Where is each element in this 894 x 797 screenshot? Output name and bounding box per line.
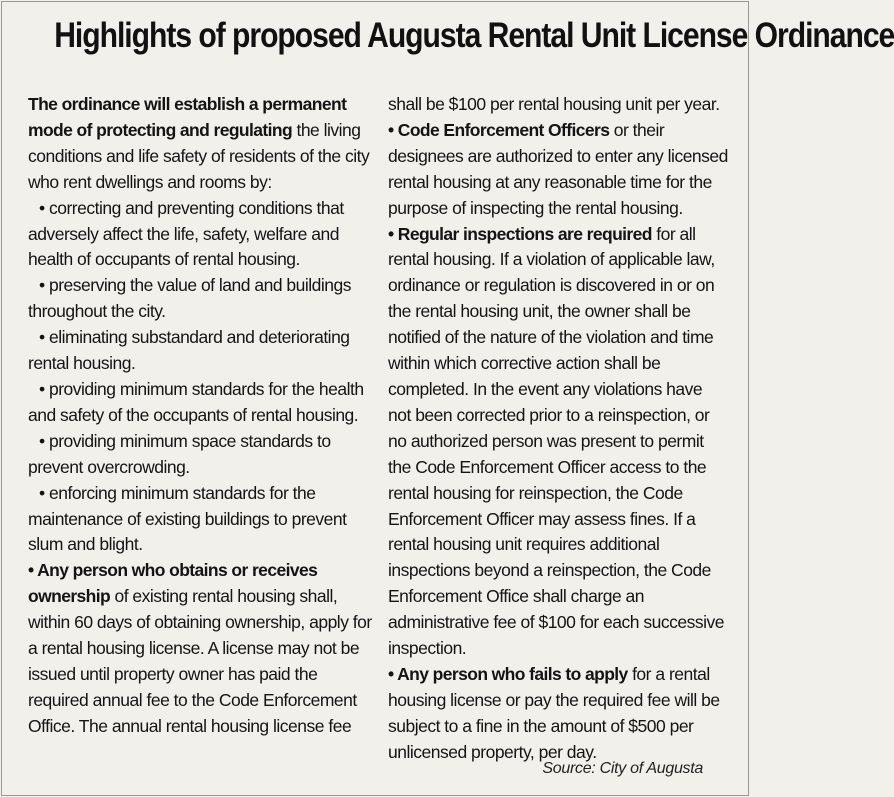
intro-paragraph — [28, 92, 372, 196]
fee-continuation: shall be $100 per rental housing unit per year. — [388, 94, 720, 114]
right-column — [388, 92, 728, 766]
source-credit: Source: City of Augusta — [542, 760, 703, 777]
ownership-lead: • Any person who obtains or receives ownership — [28, 560, 318, 607]
infobox — [1, 1, 894, 796]
officers-lead: • Code Enforcement Officers — [388, 119, 610, 140]
intro-lead: The ordinance will establish a permanent mode of protecting and regulating — [28, 94, 347, 140]
bullet-item: • preserving the value of land and buildings throughout the city. — [28, 275, 351, 322]
fines-paragraph — [388, 662, 728, 766]
inspections-text: for all rental housing. If a violation of applicable law, ordinance or regulation is discovered in or on the rental housing unit, the owner shall be notified of the nature of the violation and time within which corrective action shall be completed. In the event any violations have not been corrected prior to a reinspection, or no authorized person was present to permit the Code Enforcement Officer access to the rental housing for reinspection, the Code Enforcement Officer may assess fines. If a rental housing unit requires additional inspections beyond a reinspection, the Code Enforcement Office shall charge an administrative fee of $100 for each successive inspection. — [388, 223, 724, 659]
bullet-item: • providing minimum standards for the health and safety of the occupants of rental housing. — [28, 378, 364, 425]
fines-text: for a rental housing license or pay the required fee will be subject to a fine in the amount of $500 per unlicensed property, per day. — [388, 663, 720, 762]
intro-text: the living conditions and life safety of residents of the city who rent dwellings and rooms by: — [28, 119, 370, 192]
fines-lead: • Any person who fails to apply — [388, 663, 628, 684]
bullet-item: • enforcing minimum standards for the maintenance of existing buildings to prevent slum and blight. — [28, 482, 347, 555]
officers-text: or their designees are authorized to enter any licensed rental housing at any reasonable time for the purpose of inspecting the rental housing. — [388, 119, 728, 218]
page-title: Highlights of proposed Augusta Rental Unit License Ordinance — [54, 16, 894, 55]
ownership-paragraph — [28, 558, 372, 739]
ownership-text: of existing rental housing shall, within 60 days of obtaining ownership, apply for a rental housing license. A license may not be issued until property owner has paid the required annual fee to the Code Enforcement Office. The annual rental housing license fee — [28, 586, 372, 736]
bullet-item: • correcting and preventing conditions that adversely affect the life, safety, welfare and health of occupants of rental housing. — [28, 197, 344, 270]
bullet-item: • providing minimum space standards to prevent overcrowding. — [28, 430, 331, 477]
left-column — [28, 92, 372, 740]
officers-paragraph — [388, 118, 728, 222]
bullet-item: • eliminating substandard and deteriorating rental housing. — [28, 327, 350, 374]
inspections-lead: • Regular inspections are required — [388, 223, 652, 244]
inspections-paragraph — [388, 222, 728, 662]
